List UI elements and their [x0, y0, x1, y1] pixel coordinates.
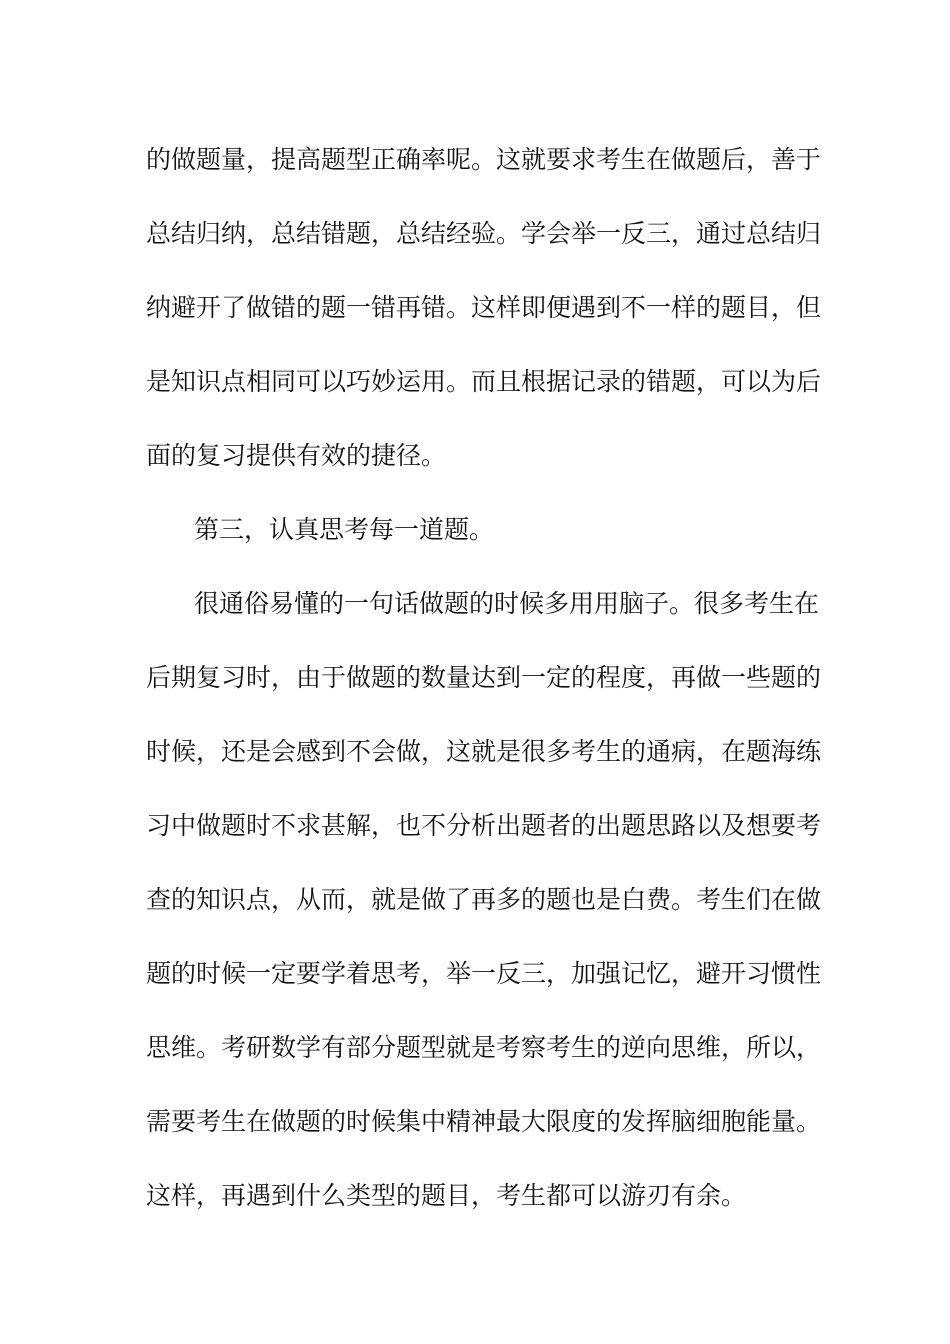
paragraph-2	[146, 493, 806, 567]
text-line: 这样，再遇到什么类型的题目，考生都可以游刃有余。	[146, 1181, 747, 1210]
text-line: 习中做题时不求甚解，也不分析出题者的出题思路以及想要考	[146, 811, 822, 840]
text-line: 后期复习时，由于做题的数量达到一定的程度，再做一些题的	[146, 663, 822, 692]
text-line: 很通俗易懂的一句话做题的时候多用用脑子。很多考生在	[194, 589, 820, 618]
text-line: 总结归纳，总结错题，总结经验。学会举一反三，通过总结归	[146, 219, 822, 248]
text-line: 查的知识点，从而，就是做了再多的题也是白费。考生们在做	[146, 885, 822, 914]
text-line: 面的复习提供有效的捷径。	[146, 441, 447, 470]
paragraph-1	[146, 123, 822, 493]
text-line: 的做题量，提高题型正确率呢。这就要求考生在做题后，善于	[146, 145, 822, 174]
text-line: 是知识点相同可以巧妙运用。而且根据记录的错题，可以为后	[146, 367, 822, 396]
document-body	[146, 123, 822, 1233]
paragraph-3	[146, 567, 822, 1233]
text-line: 需要考生在做题的时候集中精神最大限度的发挥脑细胞能量。	[146, 1107, 822, 1136]
section-heading: 第三，认真思考每一道题。	[194, 515, 495, 544]
text-line: 题的时候一定要学着思考，举一反三，加强记忆，避开习惯性	[146, 959, 822, 988]
text-line: 时候，还是会感到不会做，这就是很多考生的通病，在题海练	[146, 737, 822, 766]
text-line: 纳避开了做错的题一错再错。这样即便遇到不一样的题目，但	[146, 293, 822, 322]
text-line: 思维。考研数学有部分题型就是考察考生的逆向思维，所以，	[146, 1033, 822, 1062]
